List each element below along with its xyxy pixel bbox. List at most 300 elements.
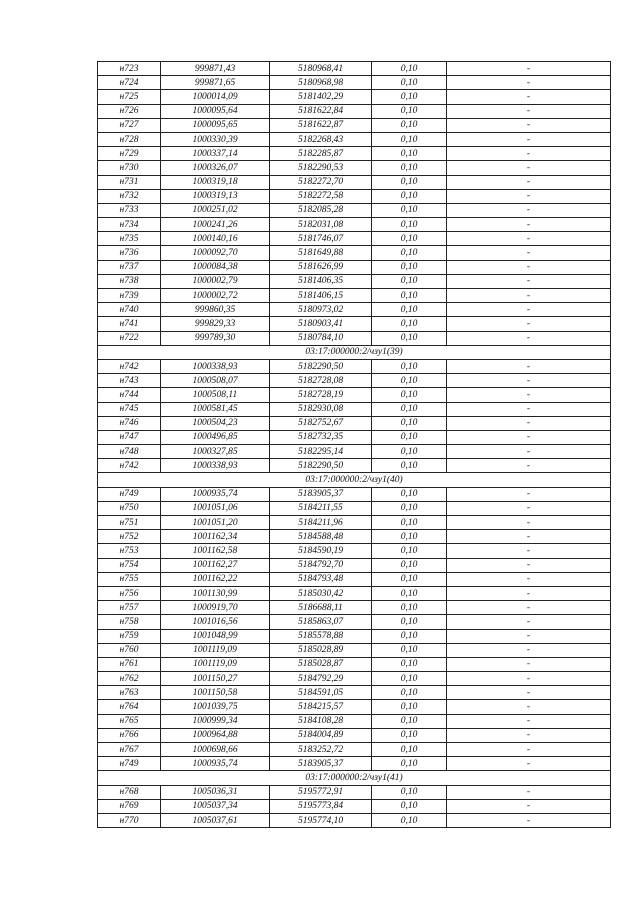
- description-cell: -: [447, 728, 611, 742]
- point-name-cell: н741: [98, 317, 161, 331]
- point-name-cell: н737: [98, 260, 161, 274]
- accuracy-cell: 0,10: [372, 757, 447, 771]
- x-coordinate-cell: 1001162,27: [161, 558, 270, 572]
- point-name-cell: н753: [98, 544, 161, 558]
- y-coordinate-cell: 5181746,07: [270, 232, 372, 246]
- table-row: [98, 445, 611, 459]
- description-cell: -: [447, 586, 611, 600]
- x-coordinate-cell: 1000337,14: [161, 147, 270, 161]
- point-name-cell: н739: [98, 289, 161, 303]
- point-name-cell: н734: [98, 218, 161, 232]
- point-name-cell: н735: [98, 232, 161, 246]
- point-name-cell: н722: [98, 331, 161, 345]
- point-name-cell: н747: [98, 430, 161, 444]
- y-coordinate-cell: 5180784,10: [270, 331, 372, 345]
- table-row: [98, 487, 611, 501]
- y-coordinate-cell: 5182285,87: [270, 147, 372, 161]
- x-coordinate-cell: 1000095,65: [161, 118, 270, 132]
- point-name-cell: н751: [98, 516, 161, 530]
- x-coordinate-cell: 1000319,18: [161, 175, 270, 189]
- description-cell: -: [447, 218, 611, 232]
- table-row: [98, 189, 611, 203]
- x-coordinate-cell: 999871,65: [161, 76, 270, 90]
- description-cell: -: [447, 260, 611, 274]
- description-cell: -: [447, 757, 611, 771]
- accuracy-cell: 0,10: [372, 218, 447, 232]
- x-coordinate-cell: 1000084,38: [161, 260, 270, 274]
- description-cell: -: [447, 416, 611, 430]
- x-coordinate-cell: 1001150,27: [161, 672, 270, 686]
- x-coordinate-cell: 1001016,56: [161, 615, 270, 629]
- point-name-cell: н770: [98, 813, 161, 827]
- point-name-cell: н727: [98, 118, 161, 132]
- x-coordinate-cell: 1001051,06: [161, 501, 270, 515]
- description-cell: -: [447, 359, 611, 373]
- y-coordinate-cell: 5185030,42: [270, 586, 372, 600]
- table-row: [98, 700, 611, 714]
- y-coordinate-cell: 5184792,29: [270, 672, 372, 686]
- accuracy-cell: 0,10: [372, 501, 447, 515]
- accuracy-cell: 0,10: [372, 175, 447, 189]
- accuracy-cell: 0,10: [372, 118, 447, 132]
- section-label: 03:17:000000:2/чзу1(39): [98, 345, 611, 359]
- point-name-cell: н766: [98, 728, 161, 742]
- y-coordinate-cell: 5182752,67: [270, 416, 372, 430]
- point-name-cell: н764: [98, 700, 161, 714]
- y-coordinate-cell: 5181402,29: [270, 90, 372, 104]
- description-cell: -: [447, 799, 611, 813]
- table-row: [98, 246, 611, 260]
- table-row: [98, 714, 611, 728]
- y-coordinate-cell: 5183905,37: [270, 757, 372, 771]
- x-coordinate-cell: 1000999,34: [161, 714, 270, 728]
- description-cell: -: [447, 161, 611, 175]
- y-coordinate-cell: 5180973,02: [270, 303, 372, 317]
- point-name-cell: н757: [98, 601, 161, 615]
- accuracy-cell: 0,10: [372, 331, 447, 345]
- point-name-cell: н748: [98, 445, 161, 459]
- table-row: [98, 260, 611, 274]
- x-coordinate-cell: 1001162,58: [161, 544, 270, 558]
- y-coordinate-cell: 5186688,11: [270, 601, 372, 615]
- accuracy-cell: 0,10: [372, 530, 447, 544]
- table-row: [98, 586, 611, 600]
- y-coordinate-cell: 5182295,14: [270, 445, 372, 459]
- description-cell: -: [447, 672, 611, 686]
- table-row: [98, 728, 611, 742]
- point-name-cell: н725: [98, 90, 161, 104]
- description-cell: -: [447, 76, 611, 90]
- accuracy-cell: 0,10: [372, 799, 447, 813]
- accuracy-cell: 0,10: [372, 189, 447, 203]
- table-row: [98, 331, 611, 345]
- description-cell: -: [447, 189, 611, 203]
- accuracy-cell: 0,10: [372, 615, 447, 629]
- table-row: [98, 743, 611, 757]
- table-row: [98, 785, 611, 799]
- table-row: [98, 459, 611, 473]
- table-row: [98, 359, 611, 373]
- accuracy-cell: 0,10: [372, 104, 447, 118]
- y-coordinate-cell: 5182728,08: [270, 374, 372, 388]
- point-name-cell: н728: [98, 132, 161, 146]
- accuracy-cell: 0,10: [372, 359, 447, 373]
- coordinates-table: [97, 61, 611, 828]
- accuracy-cell: 0,10: [372, 402, 447, 416]
- description-cell: -: [447, 374, 611, 388]
- y-coordinate-cell: 5180968,41: [270, 62, 372, 76]
- description-cell: -: [447, 90, 611, 104]
- description-cell: -: [447, 501, 611, 515]
- point-name-cell: н726: [98, 104, 161, 118]
- x-coordinate-cell: 999871,43: [161, 62, 270, 76]
- accuracy-cell: 0,10: [372, 132, 447, 146]
- point-name-cell: н761: [98, 657, 161, 671]
- point-name-cell: н758: [98, 615, 161, 629]
- y-coordinate-cell: 5180968,98: [270, 76, 372, 90]
- x-coordinate-cell: 1001119,09: [161, 643, 270, 657]
- table-row: [98, 558, 611, 572]
- description-cell: -: [447, 459, 611, 473]
- point-name-cell: н732: [98, 189, 161, 203]
- point-name-cell: н749: [98, 757, 161, 771]
- description-cell: -: [447, 657, 611, 671]
- x-coordinate-cell: 1001162,22: [161, 572, 270, 586]
- table-row: [98, 757, 611, 771]
- x-coordinate-cell: 999860,35: [161, 303, 270, 317]
- description-cell: -: [447, 246, 611, 260]
- y-coordinate-cell: 5184004,89: [270, 728, 372, 742]
- table-row: [98, 544, 611, 558]
- table-row: [98, 175, 611, 189]
- description-cell: -: [447, 601, 611, 615]
- y-coordinate-cell: 5181622,84: [270, 104, 372, 118]
- accuracy-cell: 0,10: [372, 374, 447, 388]
- point-name-cell: н746: [98, 416, 161, 430]
- point-name-cell: н750: [98, 501, 161, 515]
- y-coordinate-cell: 5182728,19: [270, 388, 372, 402]
- y-coordinate-cell: 5182272,70: [270, 175, 372, 189]
- y-coordinate-cell: 5185863,07: [270, 615, 372, 629]
- x-coordinate-cell: 1000241,26: [161, 218, 270, 232]
- y-coordinate-cell: 5182272,58: [270, 189, 372, 203]
- accuracy-cell: 0,10: [372, 544, 447, 558]
- point-name-cell: н724: [98, 76, 161, 90]
- x-coordinate-cell: 1000319,13: [161, 189, 270, 203]
- y-coordinate-cell: 5184211,96: [270, 516, 372, 530]
- accuracy-cell: 0,10: [372, 203, 447, 217]
- accuracy-cell: 0,10: [372, 303, 447, 317]
- table-row: [98, 813, 611, 827]
- description-cell: -: [447, 700, 611, 714]
- table-row: [98, 430, 611, 444]
- description-cell: -: [447, 118, 611, 132]
- y-coordinate-cell: 5183252,72: [270, 743, 372, 757]
- y-coordinate-cell: 5182031,08: [270, 218, 372, 232]
- y-coordinate-cell: 5182732,35: [270, 430, 372, 444]
- accuracy-cell: 0,10: [372, 161, 447, 175]
- table-row: [98, 104, 611, 118]
- x-coordinate-cell: 1000002,72: [161, 289, 270, 303]
- table-row: [98, 686, 611, 700]
- table-row: [98, 501, 611, 515]
- point-name-cell: н760: [98, 643, 161, 657]
- description-cell: -: [447, 785, 611, 799]
- x-coordinate-cell: 1000251,02: [161, 203, 270, 217]
- table-row: [98, 799, 611, 813]
- description-cell: -: [447, 813, 611, 827]
- accuracy-cell: 0,10: [372, 274, 447, 288]
- table-row: [98, 62, 611, 76]
- y-coordinate-cell: 5180903,41: [270, 317, 372, 331]
- description-cell: -: [447, 743, 611, 757]
- y-coordinate-cell: 5182268,43: [270, 132, 372, 146]
- description-cell: -: [447, 232, 611, 246]
- description-cell: -: [447, 203, 611, 217]
- description-cell: -: [447, 643, 611, 657]
- accuracy-cell: 0,10: [372, 289, 447, 303]
- x-coordinate-cell: 1005036,31: [161, 785, 270, 799]
- x-coordinate-cell: 1005037,61: [161, 813, 270, 827]
- table-row: [98, 118, 611, 132]
- y-coordinate-cell: 5184793,48: [270, 572, 372, 586]
- table-row: [98, 218, 611, 232]
- point-name-cell: н731: [98, 175, 161, 189]
- y-coordinate-cell: 5181649,88: [270, 246, 372, 260]
- table-row: [98, 601, 611, 615]
- accuracy-cell: 0,10: [372, 629, 447, 643]
- point-name-cell: н762: [98, 672, 161, 686]
- point-name-cell: н749: [98, 487, 161, 501]
- table-row: [98, 416, 611, 430]
- accuracy-cell: 0,10: [372, 601, 447, 615]
- x-coordinate-cell: 1001039,75: [161, 700, 270, 714]
- point-name-cell: н738: [98, 274, 161, 288]
- description-cell: -: [447, 402, 611, 416]
- description-cell: -: [447, 104, 611, 118]
- table-row: [98, 289, 611, 303]
- x-coordinate-cell: 1000092,70: [161, 246, 270, 260]
- point-name-cell: н745: [98, 402, 161, 416]
- accuracy-cell: 0,10: [372, 76, 447, 90]
- accuracy-cell: 0,10: [372, 586, 447, 600]
- point-name-cell: н742: [98, 359, 161, 373]
- section-header-row: [98, 473, 611, 487]
- point-name-cell: н744: [98, 388, 161, 402]
- table-row: [98, 629, 611, 643]
- accuracy-cell: 0,10: [372, 643, 447, 657]
- y-coordinate-cell: 5181406,35: [270, 274, 372, 288]
- point-name-cell: н742: [98, 459, 161, 473]
- point-name-cell: н736: [98, 246, 161, 260]
- y-coordinate-cell: 5184591,05: [270, 686, 372, 700]
- x-coordinate-cell: 1000508,11: [161, 388, 270, 402]
- description-cell: -: [447, 147, 611, 161]
- y-coordinate-cell: 5183905,37: [270, 487, 372, 501]
- y-coordinate-cell: 5184590,19: [270, 544, 372, 558]
- x-coordinate-cell: 1000095,64: [161, 104, 270, 118]
- x-coordinate-cell: 1000964,88: [161, 728, 270, 742]
- table-row: [98, 90, 611, 104]
- accuracy-cell: 0,10: [372, 388, 447, 402]
- accuracy-cell: 0,10: [372, 686, 447, 700]
- y-coordinate-cell: 5185028,89: [270, 643, 372, 657]
- table-row: [98, 643, 611, 657]
- x-coordinate-cell: 1000919,70: [161, 601, 270, 615]
- table-row: [98, 672, 611, 686]
- accuracy-cell: 0,10: [372, 416, 447, 430]
- accuracy-cell: 0,10: [372, 785, 447, 799]
- y-coordinate-cell: 5184792,70: [270, 558, 372, 572]
- y-coordinate-cell: 5195774,10: [270, 813, 372, 827]
- accuracy-cell: 0,10: [372, 657, 447, 671]
- accuracy-cell: 0,10: [372, 459, 447, 473]
- x-coordinate-cell: 1000698,66: [161, 743, 270, 757]
- y-coordinate-cell: 5184108,28: [270, 714, 372, 728]
- point-name-cell: н765: [98, 714, 161, 728]
- accuracy-cell: 0,10: [372, 62, 447, 76]
- table-row: [98, 572, 611, 586]
- table-row: [98, 274, 611, 288]
- x-coordinate-cell: 1001130,99: [161, 586, 270, 600]
- accuracy-cell: 0,10: [372, 728, 447, 742]
- y-coordinate-cell: 5195772,91: [270, 785, 372, 799]
- accuracy-cell: 0,10: [372, 445, 447, 459]
- table-row: [98, 615, 611, 629]
- accuracy-cell: 0,10: [372, 90, 447, 104]
- point-name-cell: н756: [98, 586, 161, 600]
- accuracy-cell: 0,10: [372, 572, 447, 586]
- point-name-cell: н730: [98, 161, 161, 175]
- x-coordinate-cell: 1000338,93: [161, 459, 270, 473]
- accuracy-cell: 0,10: [372, 232, 447, 246]
- section-header-row: [98, 771, 611, 785]
- x-coordinate-cell: 1001048,99: [161, 629, 270, 643]
- x-coordinate-cell: 999829,33: [161, 317, 270, 331]
- x-coordinate-cell: 999789,30: [161, 331, 270, 345]
- table-row: [98, 374, 611, 388]
- x-coordinate-cell: 1000140,16: [161, 232, 270, 246]
- description-cell: -: [447, 430, 611, 444]
- description-cell: -: [447, 303, 611, 317]
- point-name-cell: н743: [98, 374, 161, 388]
- description-cell: -: [447, 289, 611, 303]
- description-cell: -: [447, 274, 611, 288]
- point-name-cell: н759: [98, 629, 161, 643]
- description-cell: -: [447, 714, 611, 728]
- y-coordinate-cell: 5181622,87: [270, 118, 372, 132]
- y-coordinate-cell: 5182290,50: [270, 359, 372, 373]
- accuracy-cell: 0,10: [372, 147, 447, 161]
- section-label: 03:17:000000:2/чзу1(40): [98, 473, 611, 487]
- point-name-cell: н769: [98, 799, 161, 813]
- description-cell: -: [447, 629, 611, 643]
- x-coordinate-cell: 1000581,45: [161, 402, 270, 416]
- point-name-cell: н723: [98, 62, 161, 76]
- point-name-cell: н733: [98, 203, 161, 217]
- y-coordinate-cell: 5182290,50: [270, 459, 372, 473]
- accuracy-cell: 0,10: [372, 246, 447, 260]
- table-row: [98, 203, 611, 217]
- accuracy-cell: 0,10: [372, 714, 447, 728]
- accuracy-cell: 0,10: [372, 672, 447, 686]
- table-row: [98, 402, 611, 416]
- coordinates-table-body: [98, 62, 611, 828]
- point-name-cell: н768: [98, 785, 161, 799]
- table-row: [98, 132, 611, 146]
- table-row: [98, 388, 611, 402]
- section-header-row: [98, 345, 611, 359]
- description-cell: -: [447, 487, 611, 501]
- x-coordinate-cell: 1005037,34: [161, 799, 270, 813]
- x-coordinate-cell: 1001150,58: [161, 686, 270, 700]
- point-name-cell: н755: [98, 572, 161, 586]
- table-row: [98, 657, 611, 671]
- table-row: [98, 516, 611, 530]
- table-row: [98, 530, 611, 544]
- y-coordinate-cell: 5195773,84: [270, 799, 372, 813]
- description-cell: -: [447, 445, 611, 459]
- x-coordinate-cell: 1000326,07: [161, 161, 270, 175]
- accuracy-cell: 0,10: [372, 487, 447, 501]
- description-cell: -: [447, 686, 611, 700]
- x-coordinate-cell: 1000504,23: [161, 416, 270, 430]
- point-name-cell: н763: [98, 686, 161, 700]
- table-row: [98, 76, 611, 90]
- point-name-cell: н754: [98, 558, 161, 572]
- point-name-cell: н729: [98, 147, 161, 161]
- y-coordinate-cell: 5181406,15: [270, 289, 372, 303]
- table-row: [98, 317, 611, 331]
- accuracy-cell: 0,10: [372, 700, 447, 714]
- x-coordinate-cell: 1000935,74: [161, 487, 270, 501]
- description-cell: -: [447, 331, 611, 345]
- description-cell: -: [447, 530, 611, 544]
- description-cell: -: [447, 516, 611, 530]
- x-coordinate-cell: 1001051,20: [161, 516, 270, 530]
- accuracy-cell: 0,10: [372, 813, 447, 827]
- point-name-cell: н752: [98, 530, 161, 544]
- y-coordinate-cell: 5184211,55: [270, 501, 372, 515]
- y-coordinate-cell: 5185578,88: [270, 629, 372, 643]
- description-cell: -: [447, 62, 611, 76]
- table-row: [98, 303, 611, 317]
- x-coordinate-cell: 1000338,93: [161, 359, 270, 373]
- description-cell: -: [447, 132, 611, 146]
- x-coordinate-cell: 1000496,85: [161, 430, 270, 444]
- point-name-cell: н767: [98, 743, 161, 757]
- x-coordinate-cell: 1000002,79: [161, 274, 270, 288]
- y-coordinate-cell: 5182085,28: [270, 203, 372, 217]
- table-row: [98, 161, 611, 175]
- description-cell: -: [447, 615, 611, 629]
- x-coordinate-cell: 1001162,34: [161, 530, 270, 544]
- x-coordinate-cell: 1000327,85: [161, 445, 270, 459]
- accuracy-cell: 0,10: [372, 516, 447, 530]
- y-coordinate-cell: 5185028,87: [270, 657, 372, 671]
- section-label: 03:17:000000:2/чзу1(41): [98, 771, 611, 785]
- description-cell: -: [447, 558, 611, 572]
- table-row: [98, 147, 611, 161]
- y-coordinate-cell: 5184215,57: [270, 700, 372, 714]
- y-coordinate-cell: 5184588,48: [270, 530, 372, 544]
- description-cell: -: [447, 175, 611, 189]
- x-coordinate-cell: 1001119,09: [161, 657, 270, 671]
- description-cell: -: [447, 317, 611, 331]
- x-coordinate-cell: 1000935,74: [161, 757, 270, 771]
- accuracy-cell: 0,10: [372, 317, 447, 331]
- description-cell: -: [447, 544, 611, 558]
